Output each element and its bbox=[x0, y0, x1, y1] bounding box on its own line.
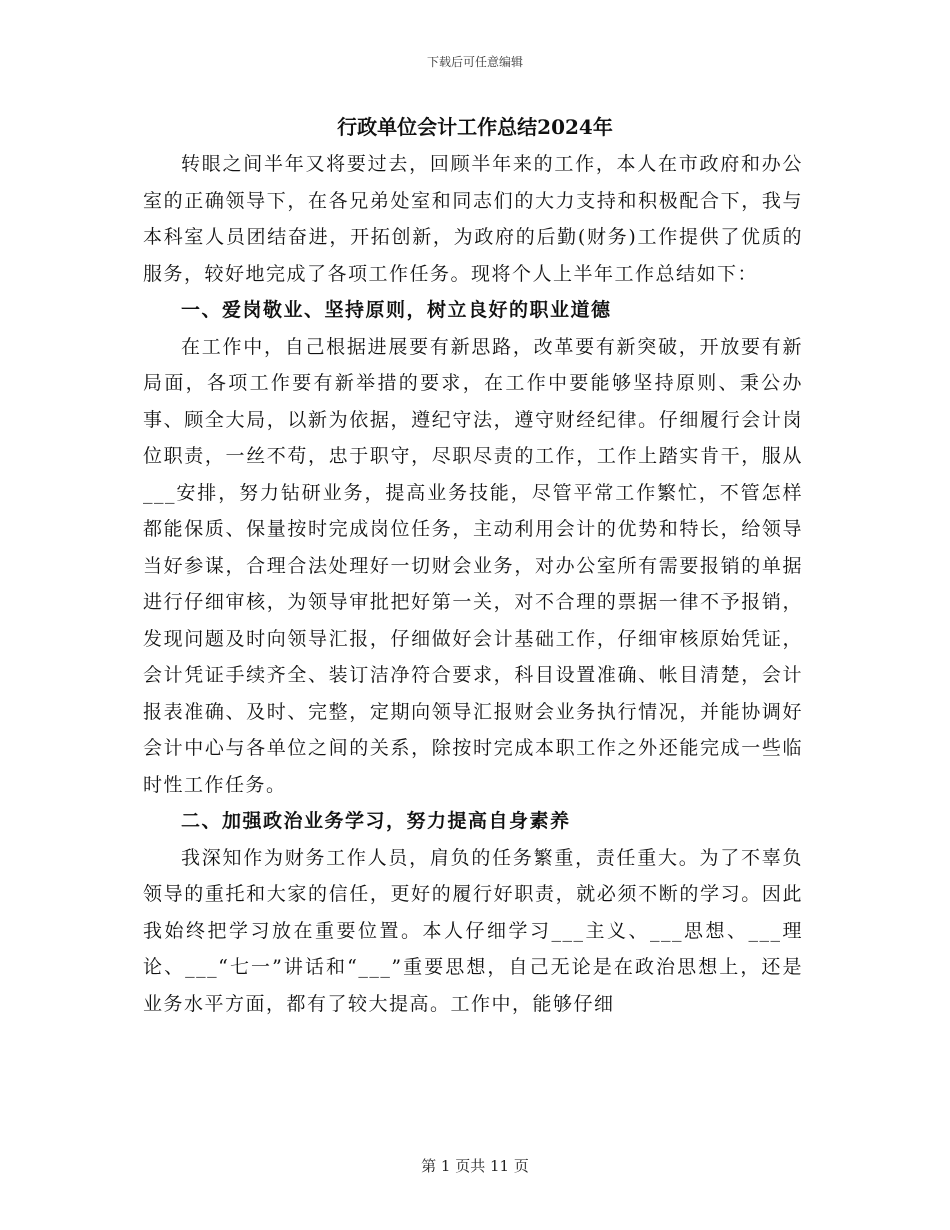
document-title: 行政单位会计工作总结2024年 bbox=[337, 115, 613, 139]
section-1-paragraph: 在工作中，自己根据进展要有新思路，改革要有新突破，开放要有新局面，各项工作要有新举措的要求，在工作中要能够坚持原则、秉公办事、顾全大局，以新为依据，遵纪守法，遵守财经纪律。仔细履行会计岗位职责，一丝不苟，忠于职守，尽职尽责的工作，工作上踏实肯干，服从___安排，努力钻研业务，提高业务技能，尽管平常工作繁忙，不管怎样都能保质、保量按时完成岗位任务，主动利用会计的优势和特长，给领导当好参谋，合理合法处理好一切财会业务，对办公室所有需要报销的单据进行仔细审核，为领导审批把好第一关，对不合理的票据一律不予报销，发现问题及时向领导汇报，仔细做好会计基础工作，仔细审核原始凭证，会计凭证手续齐全、装订洁净符合要求，科目设置准确、帐目清楚，会计报表准确、及时、完整，定期向领导汇报财会业务执行情况，并能协调好会计中心与各单位之间的关系，除按时完成本职工作之外还能完成一些临时性工作任务。 bbox=[143, 335, 803, 796]
section-1-heading: 一、爱岗敬业、坚持原则，树立良好的职业道德 bbox=[181, 299, 612, 321]
page-number-footer: 第 1 页共 11 页 bbox=[421, 1157, 529, 1175]
section-2-heading: 二、加强政治业务学习，努力提高自身素养 bbox=[181, 810, 571, 832]
document-body bbox=[143, 146, 803, 1022]
intro-paragraph: 转眼之间半年又将要过去，回顾半年来的工作，本人在市政府和办公室的正确领导下，在各兄弟处室和同志们的大力支持和积极配合下，我与本科室人员团结奋进，开拓创新，为政府的后勤(财务)工作提供了优质的服务，较好地完成了各项工作任务。现将个人上半年工作总结如下： bbox=[143, 153, 803, 285]
page-header-note: 下载后可任意编辑 bbox=[426, 55, 523, 69]
section-2-paragraph: 我深知作为财务工作人员，肩负的任务繁重，责任重大。为了不辜负领导的重托和大家的信任，更好的履行好职责，就必须不断的学习。因此我始终把学习放在重要位置。本人仔细学习___主义、___思想、___理论、___“七一”讲话和“___”重要思想，自己无论是在政治思想上，还是业务水平方面，都有了较大提高。工作中，能够仔细 bbox=[143, 846, 803, 1015]
